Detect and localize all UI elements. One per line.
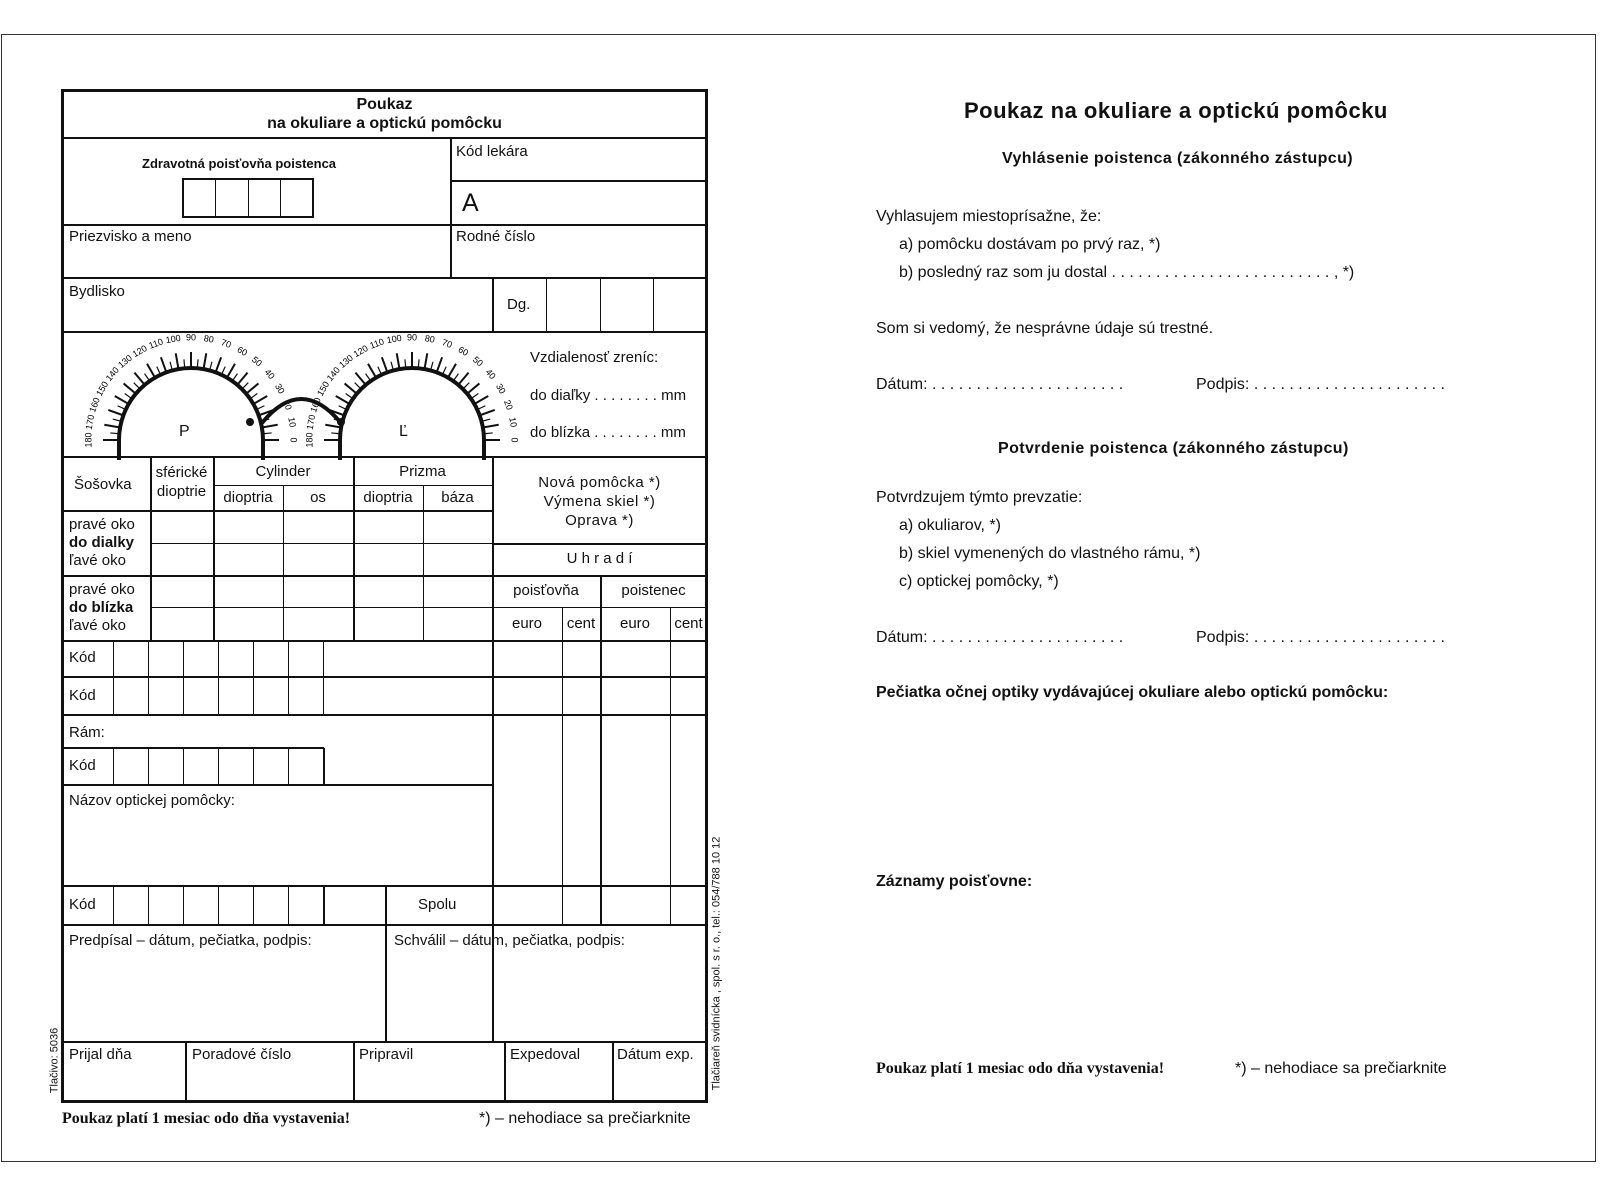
dial-right-tick [110, 433, 119, 434]
dial-right-tick-label: 150 [94, 379, 111, 398]
code-label-2: Kód [69, 687, 96, 704]
prepared-by-label: Pripravil [359, 1046, 414, 1063]
far-left-eye-label: ľavé oko [69, 552, 126, 569]
dial-right-tick [246, 383, 258, 393]
cylinder-diopter-label: dioptria [223, 489, 273, 506]
pays-label: U h r a d í [566, 550, 633, 567]
dial-left-tick-label: 70 [440, 337, 454, 350]
euro-label-2: euro [619, 615, 651, 632]
near-distance-label: do blízka [69, 599, 134, 616]
dial-right-tick [232, 374, 237, 381]
dial-left-tick [474, 396, 488, 404]
dial-left-tick [405, 359, 406, 368]
dial-left-tick [458, 373, 468, 385]
dial-bridge-joint [337, 418, 345, 426]
dial-right-tick [125, 394, 132, 399]
pupil-distance-near: do blízka . . . . . . . . mm [530, 424, 686, 441]
dial-left-tick [467, 383, 479, 393]
dial-left-tick-label: 10 [507, 416, 519, 428]
insured-pays-label: poistenec [621, 582, 686, 599]
dial-right-tick-label: 170 [83, 413, 97, 431]
insurer-pays-label: poisťovňa [513, 582, 579, 599]
dial-right-tick [197, 359, 198, 368]
dial-left-tick [448, 364, 456, 378]
near-right-eye-label: pravé oko [69, 581, 135, 598]
dial-left-tick [355, 383, 361, 389]
records-heading: Záznamy poisťovne: [876, 873, 1033, 890]
declaration-date-field: Dátum: . . . . . . . . . . . . . . . . . . . . . . [876, 376, 1124, 393]
printer-note: Tlačiareň svidnícka , spol. s r. o., tel.: 054/788 10 12 [710, 836, 723, 1091]
dial-left-tick [480, 410, 495, 415]
dial-left-tick-label: 110 [368, 336, 386, 351]
frame-label: Rám: [69, 724, 105, 741]
dial-right-tick-label: 130 [116, 352, 135, 371]
dial-right-tick [227, 364, 235, 378]
declaration-heading: Vyhlásenie poistenca (zákonného zástupcu) [1002, 150, 1353, 167]
code-label-1: Kód [69, 649, 96, 666]
dial-left-tick [346, 394, 353, 399]
confirmation-option-a: a) okuliarov, *) [899, 517, 1001, 534]
spherical-label-2: dioptrie [156, 483, 207, 500]
form-code-note: Tlačivo: 5036 [48, 1027, 61, 1094]
form-title-line1: Poukaz [356, 96, 413, 113]
left-strike-note: *) – nehodiace sa prečiarknite [479, 1110, 691, 1127]
dial-right-tick-label: 10 [286, 416, 298, 428]
prescribed-by-label: Predpísal – dátum, pečiatka, podpis: [69, 932, 312, 949]
declaration-signature-field: Podpis: . . . . . . . . . . . . . . . . . . . . . . [1196, 376, 1445, 393]
dial-left-tick [471, 394, 478, 399]
dial-right-tick-label: 20 [281, 398, 294, 412]
dial-bridge [262, 399, 341, 423]
diagnosis-label: Dg. [507, 296, 531, 313]
prism-diopter-label: dioptria [363, 489, 413, 506]
dial-left-tick [437, 357, 442, 372]
dial-left-tick-label: 60 [456, 344, 471, 358]
dial-right-tick [237, 373, 247, 385]
dial-right-tick-label: 160 [87, 396, 102, 414]
lens-label: Šošovka [74, 476, 132, 493]
dial-right-tick [115, 396, 129, 404]
dial-right-tick-label: 70 [219, 337, 233, 350]
dial-left-tick-label: 100 [385, 332, 403, 346]
declaration-option-a: a) pomôcku dostávam po prvý raz, *) [899, 236, 1161, 253]
dial-right-tick-label: 110 [147, 336, 165, 351]
lens-replace-option: Výmena skiel *) [543, 493, 656, 510]
dial-left-tick-label: 140 [324, 365, 343, 384]
dial-left-tick [368, 364, 376, 378]
dial-left-tick [418, 359, 419, 368]
cent-label-1: cent [566, 615, 596, 632]
aid-name-label: Názov optickej pomôcky: [69, 792, 235, 809]
dial-right-tick [184, 359, 185, 368]
dial-left-tick-label: 20 [502, 398, 515, 412]
dial-left-tick-label: 120 [351, 343, 370, 360]
dial-left-tick [463, 383, 469, 389]
left-validity-note: Poukaz platí 1 mesiac odo dňa vystavenia! [62, 1110, 351, 1127]
dial-right-tick [134, 373, 144, 385]
order-number-label: Poradové číslo [192, 1046, 292, 1063]
right-strike-note: *) – nehodiace sa prečiarknite [1235, 1060, 1447, 1077]
form-title-line2: na okuliare a optickú pomôcku [267, 115, 502, 132]
dial-right-tick [134, 383, 140, 389]
dial-left-tick-label: 130 [337, 352, 356, 371]
euro-label-1: euro [511, 615, 543, 632]
birth-number-label: Rodné číslo [456, 228, 536, 245]
far-distance-label: do dialky [69, 534, 135, 551]
dial-left-tick [397, 353, 400, 369]
dial-left-tick [355, 373, 365, 385]
declaration-intro: Vyhlasujem miestoprísažne, že: [876, 208, 1102, 225]
declaration-awareness: Som si vedomý, že nesprávne údaje sú trestné. [876, 320, 1214, 337]
dial-right-tick-label: 60 [235, 344, 250, 358]
dial-left-tick [336, 396, 350, 404]
dial-left-tick-label: 150 [315, 379, 332, 398]
insurer-label: Zdravotná poisťovňa poistenca [142, 156, 337, 171]
dial-bridge-joint [246, 418, 254, 426]
dial-right-tick-label: 120 [130, 343, 149, 360]
dial-right-tick-label: 140 [103, 365, 122, 384]
dial-right-tick [145, 374, 150, 381]
total-label: Spolu [418, 896, 457, 913]
cent-label-2: cent [674, 615, 703, 632]
doctor-code-label: Kód lekára [456, 143, 528, 160]
dial-left-eye-label: Ľ [399, 423, 408, 440]
dial-right-tick-label: 0 [288, 437, 299, 443]
confirmation-signature-field: Podpis: . . . . . . . . . . . . . . . . . . . . . . [1196, 629, 1445, 646]
dial-right-tick-label: 80 [203, 333, 215, 345]
dial-left-tick [425, 353, 428, 369]
dial-right-tick-label: 50 [249, 354, 265, 369]
dial-right-tick [204, 353, 207, 369]
dial-left-tick [484, 433, 493, 434]
dial-right-tick [262, 425, 278, 428]
declaration-option-b: b) posledný raz som ju dostal . . . . . . . . . . . . . . . . . . . . . . . . . , *) [899, 264, 1355, 281]
dial-left-tick-label: 0 [509, 437, 520, 443]
dial-left-tick-label: 170 [304, 413, 318, 431]
confirmation-option-b: b) skiel vymenených do vlastného rámu, *) [899, 545, 1201, 562]
dial-right-tick [216, 357, 221, 372]
dial-left-tick-label: 90 [406, 332, 418, 343]
new-aid-option: Nová pomôcka *) [538, 474, 661, 491]
dial-right-tick [253, 396, 267, 404]
pupil-distance-title: Vzdialenosť zreníc: [530, 349, 659, 366]
dial-left-tick [331, 433, 340, 434]
dial-right-tick [108, 410, 123, 415]
near-left-eye-label: ľavé oko [69, 617, 126, 634]
dial-left-tick [345, 383, 357, 393]
far-right-eye-label: pravé oko [69, 516, 135, 533]
confirmation-option-c: c) optickej pomôcky, *) [899, 573, 1059, 590]
dial-right-tick [104, 425, 120, 428]
dial-right-tick [161, 357, 166, 372]
spherical-label-1: sférické [155, 464, 208, 481]
repair-option: Oprava *) [565, 512, 634, 529]
dial-right-tick [263, 433, 272, 434]
confirmation-date-field: Dátum: . . . . . . . . . . . . . . . . . . . . . . [876, 629, 1124, 646]
cylinder-axis-label: os [310, 489, 326, 506]
pupil-distance-far: do diaľky . . . . . . . . mm [530, 387, 687, 404]
right-validity-note: Poukaz platí 1 mesiac odo dňa vystavenia! [876, 1060, 1165, 1077]
dial-left-tick [366, 374, 371, 381]
dial-right-tick-label: 30 [273, 381, 287, 396]
dial-right-tick-label: 40 [262, 366, 277, 382]
stamp-heading: Pečiatka očnej optiky vydávajúcej okuliare alebo optickú pomôcku: [876, 684, 1389, 701]
dial-right-tick-label: 100 [164, 332, 182, 346]
cylinder-label: Cylinder [255, 463, 311, 480]
code-label-3: Kód [69, 757, 96, 774]
code-label-4: Kód [69, 896, 96, 913]
received-label: Prijal dňa [69, 1046, 132, 1063]
dial-left-tick-label: 160 [308, 396, 323, 414]
dial-right-tick-label: 90 [185, 332, 197, 343]
prism-base-label: báza [441, 489, 474, 506]
dial-left-tick [453, 374, 458, 381]
dial-left-tick-label: 40 [483, 366, 498, 382]
right-title: Poukaz na okuliare a optickú pomôcku [964, 98, 1388, 123]
dial-left-tick [382, 357, 387, 372]
dial-right-tick [250, 394, 257, 399]
dispatched-by-label: Expedoval [510, 1046, 581, 1063]
dial-right-tick [176, 353, 179, 369]
name-field-label: Priezvisko a meno [69, 228, 192, 245]
dial-left-tick-label: 180 [304, 432, 315, 448]
address-label: Bydlisko [69, 283, 125, 300]
dial-right-tick [147, 364, 155, 378]
dial-left-tick [483, 425, 499, 428]
dial-left-tick-label: 30 [494, 381, 508, 396]
approved-by-label: Schválil – dátum, pečiatka, podpis: [394, 932, 625, 949]
dial-right-tick [242, 383, 248, 389]
dial-right-tick-label: 180 [83, 432, 94, 448]
dial-left-tick-label: 50 [470, 354, 486, 369]
dial-right-tick [124, 383, 136, 393]
confirmation-intro: Potvrdzujem týmto prevzatie: [876, 489, 1083, 506]
confirmation-heading: Potvrdenie poistenca (zákonného zástupcu) [998, 440, 1349, 457]
dial-left-tick-label: 80 [424, 333, 436, 345]
doctor-code-value: A [462, 189, 479, 217]
dispatch-date-label: Dátum exp. [617, 1046, 694, 1063]
prism-label: Prizma [399, 463, 446, 480]
dial-right-eye-label: P [179, 423, 190, 440]
